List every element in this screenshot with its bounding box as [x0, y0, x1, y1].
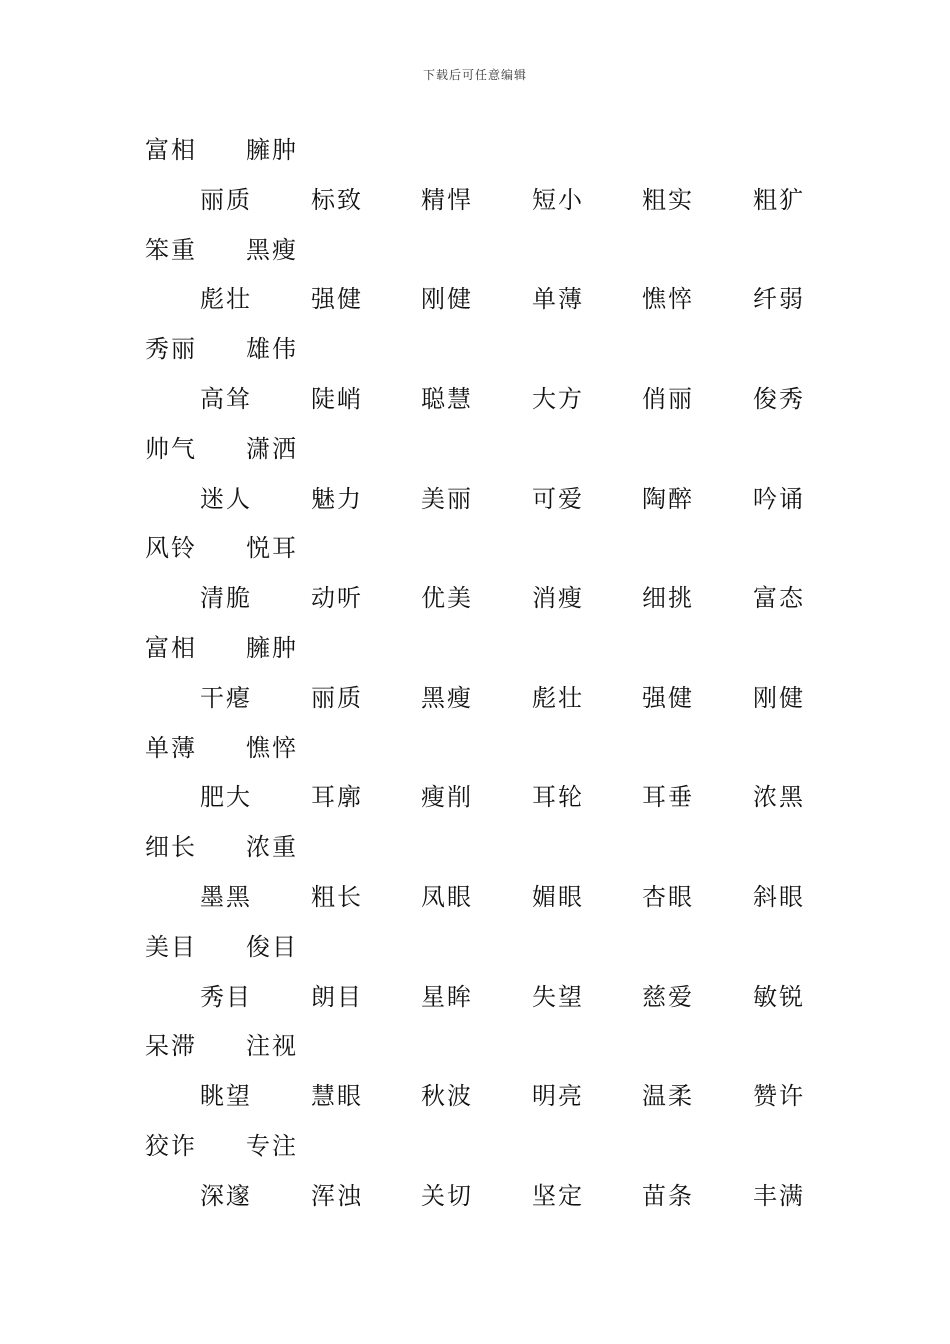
word: 强健: [311, 285, 363, 314]
word: 干瘪: [200, 683, 252, 712]
word: 俊秀: [753, 385, 805, 413]
word: 风铃: [145, 534, 197, 563]
word: 彪壮: [200, 285, 252, 314]
word: 墨黑: [200, 883, 252, 911]
word: 富相: [145, 634, 197, 662]
word: 肥大: [200, 783, 252, 812]
word: 雄伟: [246, 335, 298, 364]
word-row: [0, 1130, 950, 1170]
word: 大方: [532, 385, 584, 413]
word: 粗实: [642, 185, 694, 214]
word: 优美: [421, 584, 473, 613]
word: 美目: [145, 932, 197, 961]
word: 可爱: [532, 484, 584, 513]
word: 笨重: [145, 235, 197, 264]
word: 彪壮: [532, 683, 584, 712]
page-header: 下载后可任意编辑: [422, 68, 527, 82]
word: 潇洒: [246, 434, 298, 463]
word-row-indented: [0, 582, 950, 622]
word: 臃肿: [246, 634, 298, 662]
word-row-indented: [0, 881, 950, 921]
word: 细长: [145, 833, 197, 862]
word: 丰满: [753, 1181, 805, 1210]
word: 温柔: [642, 1082, 694, 1111]
word: 黑瘦: [421, 683, 473, 712]
word: 憔悴: [246, 733, 298, 762]
word: 臃肿: [246, 136, 298, 164]
word: 黑瘦: [246, 235, 298, 264]
word: 秋波: [421, 1082, 473, 1111]
word: 眺望: [200, 1082, 252, 1111]
word: 帅气: [145, 434, 197, 463]
word: 憔悴: [642, 285, 694, 314]
word: 细挑: [642, 584, 694, 613]
word: 强健: [642, 683, 694, 712]
word-row-indented: [0, 981, 950, 1021]
word: 清脆: [200, 584, 252, 613]
word: 耳廓: [311, 783, 363, 812]
word-row: [0, 333, 950, 373]
word: 浑浊: [311, 1181, 363, 1210]
word-row: [0, 732, 950, 772]
word: 聪慧: [421, 385, 473, 413]
word: 耳垂: [642, 783, 694, 812]
word: 美丽: [421, 484, 473, 513]
word: 俊目: [246, 932, 298, 961]
word: 短小: [532, 185, 584, 214]
word: 凤眼: [421, 883, 473, 911]
word-row-indented: [0, 184, 950, 224]
word-row: [0, 1030, 950, 1070]
word: 敏锐: [753, 982, 805, 1011]
word: 坚定: [532, 1181, 584, 1210]
word: 斜眼: [753, 883, 805, 911]
word-row-indented: [0, 483, 950, 523]
word: 呆滞: [145, 1032, 197, 1061]
word: 丽质: [200, 185, 252, 214]
word: 魅力: [311, 484, 363, 513]
word: 狡诈: [145, 1132, 197, 1160]
word: 富相: [145, 136, 197, 164]
word-row-indented: [0, 383, 950, 423]
word-row-indented: [0, 1080, 950, 1120]
word: 粗犷: [753, 185, 805, 214]
word: 浓黑: [753, 783, 805, 812]
word-row-indented: [0, 283, 950, 323]
word: 悦耳: [246, 534, 298, 563]
word: 动听: [311, 584, 363, 613]
word: 标致: [311, 185, 363, 214]
word: 丽质: [311, 683, 363, 712]
word: 慧眼: [311, 1082, 363, 1111]
word: 注视: [246, 1032, 298, 1061]
word-row: [0, 433, 950, 473]
word: 失望: [532, 982, 584, 1011]
word: 深邃: [200, 1181, 252, 1210]
word-row: [0, 931, 950, 971]
word: 刚健: [421, 285, 473, 314]
word: 星眸: [421, 982, 473, 1011]
word: 慈爱: [642, 982, 694, 1011]
word: 刚健: [753, 683, 805, 712]
word: 瘦削: [421, 783, 473, 812]
word: 高耸: [200, 385, 252, 413]
word-row: [0, 234, 950, 274]
word-row: [0, 831, 950, 871]
word: 媚眼: [532, 883, 584, 911]
word: 赞许: [753, 1082, 805, 1111]
word: 陶醉: [642, 484, 694, 513]
word: 消瘦: [532, 584, 584, 613]
word: 吟诵: [753, 484, 805, 513]
word: 粗长: [311, 883, 363, 911]
word: 俏丽: [642, 385, 694, 413]
word-row: [0, 532, 950, 572]
word: 明亮: [532, 1082, 584, 1111]
word: 纤弱: [753, 285, 805, 314]
word: 苗条: [642, 1181, 694, 1210]
word-row-indented: [0, 682, 950, 722]
word: 耳轮: [532, 783, 584, 812]
word-row-indented: [0, 1180, 950, 1220]
word: 秀丽: [145, 335, 197, 364]
word-row: [0, 134, 950, 174]
word: 秀目: [200, 982, 252, 1011]
word: 单薄: [532, 285, 584, 314]
word: 富态: [753, 584, 805, 613]
word: 浓重: [246, 833, 298, 862]
word: 杏眼: [642, 883, 694, 911]
word-row-indented: [0, 781, 950, 821]
word: 关切: [421, 1181, 473, 1210]
word-row: [0, 632, 950, 672]
word: 专注: [246, 1132, 298, 1160]
word: 单薄: [145, 733, 197, 762]
word: 朗目: [311, 982, 363, 1011]
word: 精悍: [421, 185, 473, 214]
word: 陡峭: [311, 385, 363, 413]
word: 迷人: [200, 484, 252, 513]
